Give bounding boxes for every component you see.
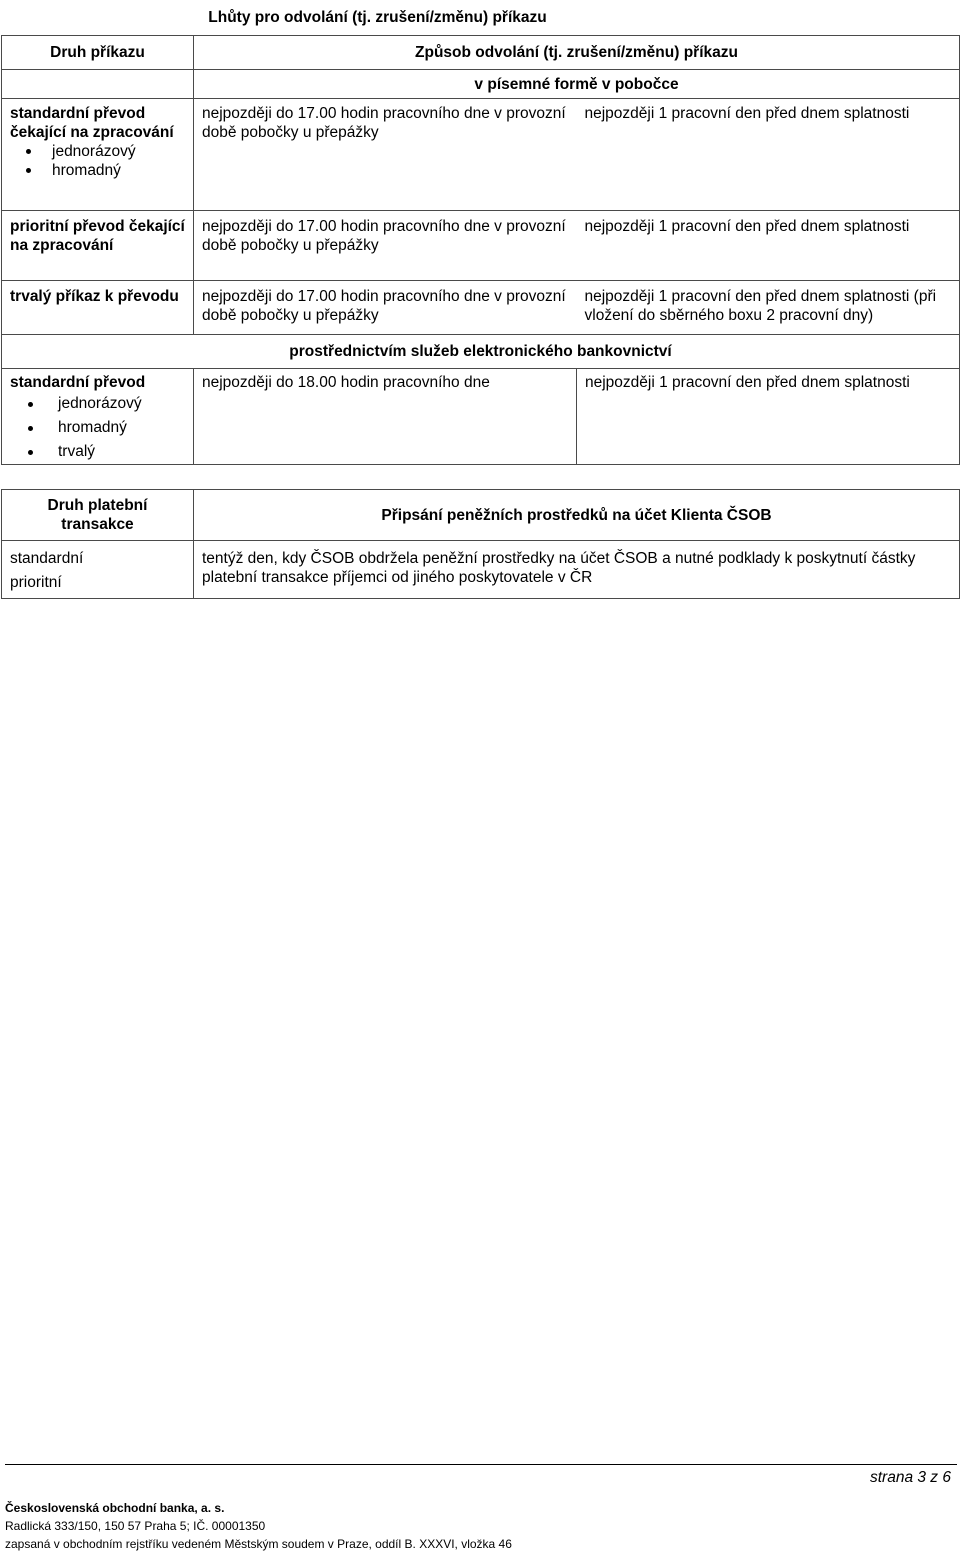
crediting-text: tentýž den, kdy ČSOB obdržela peněžní prostředky na účet ČSOB a nutné podklady k poskytnutí částky platební transakce příjemci od jiného poskytovatele v ČR <box>194 541 960 599</box>
deadline-cell: nejpozději do 18.00 hodin pracovního dne <box>194 369 577 465</box>
revocation-table <box>1 35 960 465</box>
order-type-cell <box>2 99 194 211</box>
bank-registration: zapsaná v obchodním rejstříku vedeném Městským soudem v Praze, oddíl B. XXXVI, vložka 46 <box>5 1537 512 1551</box>
list-item: jednorázový <box>10 392 185 416</box>
footer-divider <box>5 1464 957 1465</box>
crediting-header: Připsání peněžních prostředků na účet Klienta ČSOB <box>194 490 960 541</box>
bank-address: Radlická 333/150, 150 57 Praha 5; IČ. 00001350 <box>5 1519 266 1533</box>
order-type-cell: trvalý příkaz k převodu <box>2 281 194 335</box>
order-type-cell <box>2 369 194 465</box>
order-type-cell: prioritní převod čekající na zpracování <box>2 211 194 281</box>
list-item: trvalý <box>10 440 185 464</box>
note-cell: nejpozději 1 pracovní den před dnem splatnosti <box>577 369 960 465</box>
branch-section-header: v písemné formě v pobočce <box>194 70 960 99</box>
note-cell: nejpozději 1 pracovní den před dnem splatnosti (při vložení do sběrného boxu 2 pracovní dny) <box>577 281 960 335</box>
note-cell: nejpozději 1 pracovní den před dnem splatnosti <box>577 211 960 281</box>
page-title: Lhůty pro odvolání (tj. zrušení/změnu) příkazu <box>208 9 547 26</box>
revocation-method-header: Způsob odvolání (tj. zrušení/změnu) příkazu <box>194 36 960 70</box>
bullet-list <box>10 392 185 464</box>
transaction-type-header: Druh platební transakce <box>2 490 194 541</box>
list-item: hromadný <box>10 161 185 180</box>
electronic-section-header: prostřednictvím služeb elektronického bankovnictví <box>2 335 960 369</box>
transaction-type-standard: standardní <box>10 550 84 567</box>
transaction-type-cell <box>2 541 194 599</box>
deadline-cell: nejpozději do 17.00 hodin pracovního dne v provozní době pobočky u přepážky <box>194 211 577 281</box>
credit-table <box>1 489 960 599</box>
transaction-type-priority: prioritní <box>10 574 62 591</box>
deadline-cell: nejpozději do 17.00 hodin pracovního dne v provozní době pobočky u přepážky <box>194 99 577 211</box>
bullet-list <box>10 142 185 180</box>
order-type-label: standardní převod <box>10 374 146 391</box>
list-item: hromadný <box>10 416 185 440</box>
list-item: jednorázový <box>10 142 185 161</box>
deadline-cell: nejpozději do 17.00 hodin pracovního dne v provozní době pobočky u přepážky <box>194 281 577 335</box>
bank-name: Československá obchodní banka, a. s. <box>5 1501 225 1515</box>
note-cell: nejpozději 1 pracovní den před dnem splatnosti <box>577 99 960 211</box>
page-number: strana 3 z 6 <box>870 1469 951 1486</box>
order-type-label: standardní převod čekající na zpracování <box>10 105 174 141</box>
order-type-header: Druh příkazu <box>2 36 194 70</box>
